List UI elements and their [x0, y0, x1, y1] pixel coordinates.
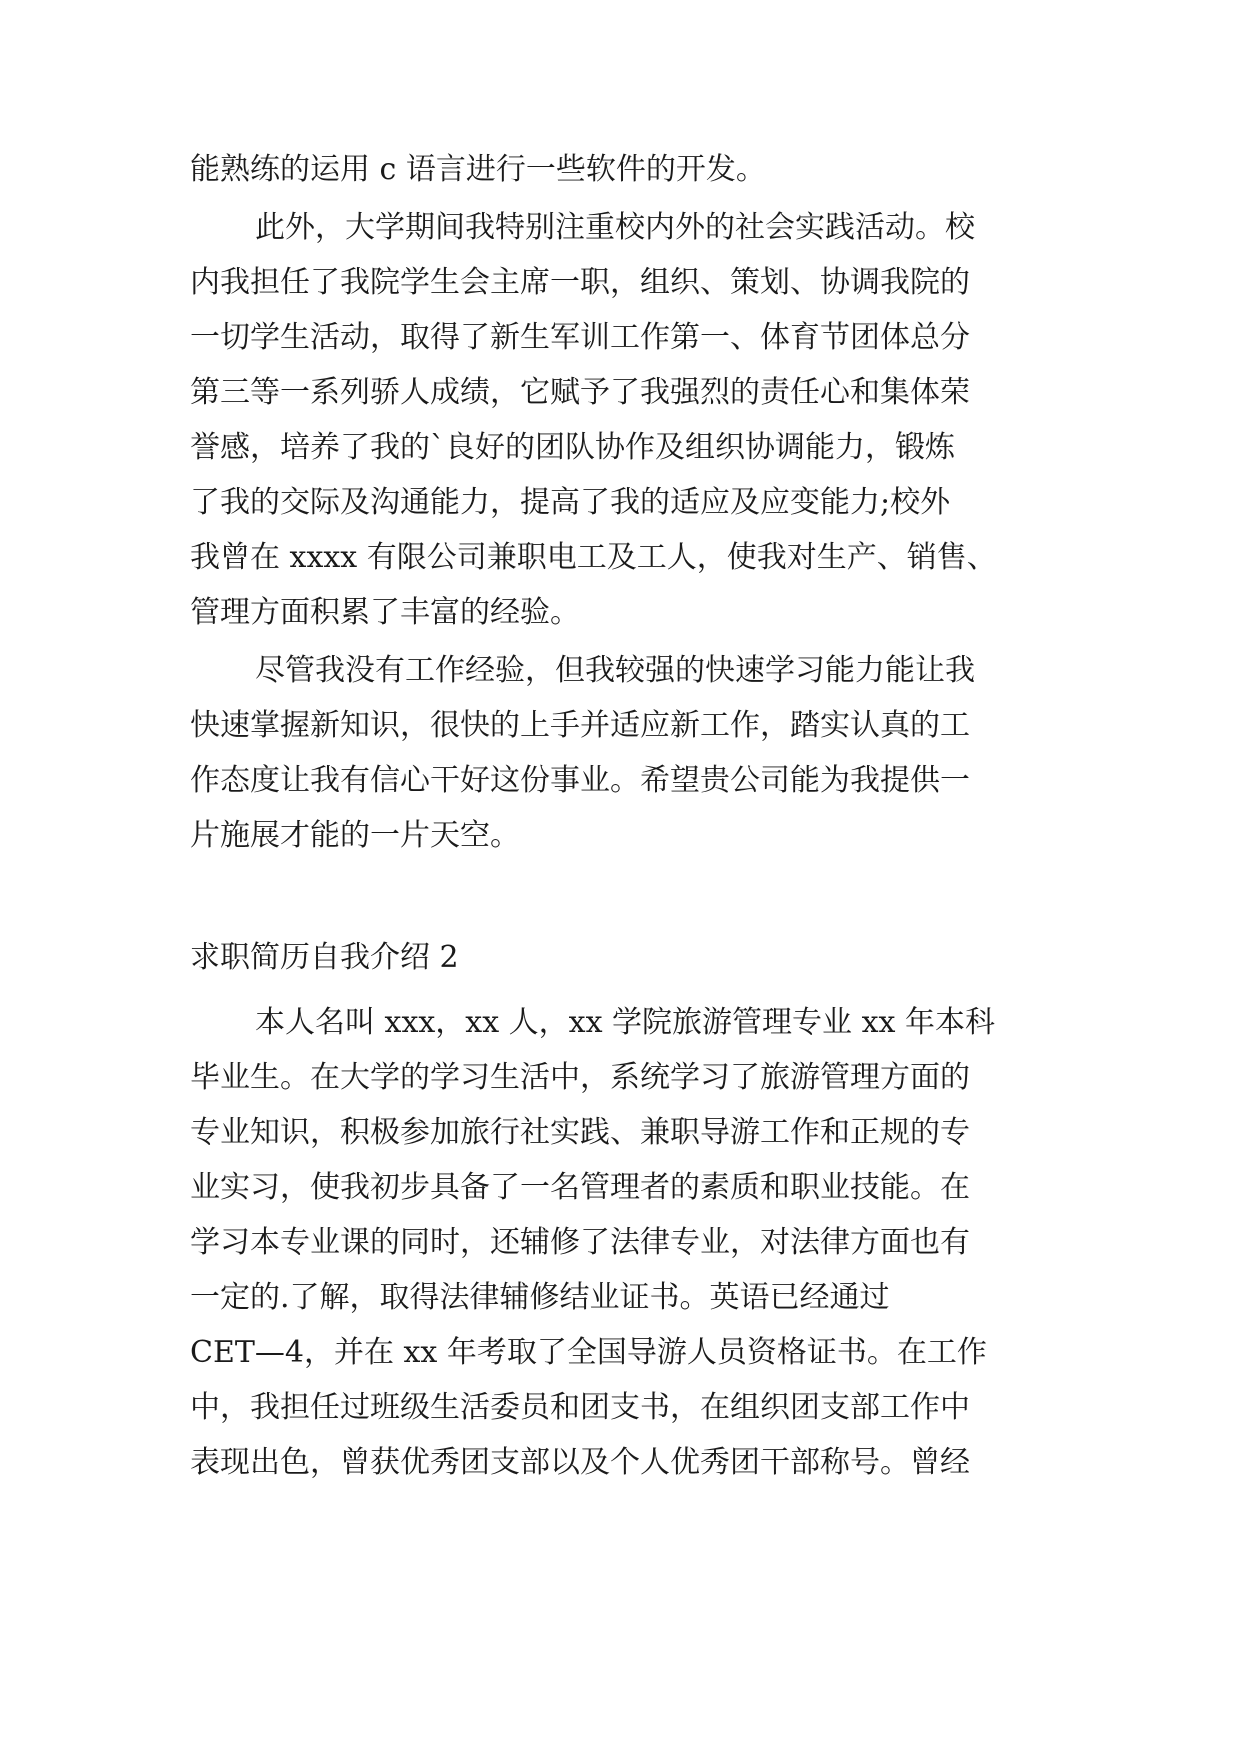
- paragraph-line: 能熟练的运用 c 语言进行一些软件的开发。: [190, 152, 766, 187]
- paragraph-line: 内我担任了我院学生会主席一职，组织、策划、协调我院的: [190, 265, 970, 300]
- paragraph-line: 快速掌握新知识，很快的上手并适应新工作，踏实认真的工: [190, 708, 970, 743]
- paragraph-line: CET—4，并在 xx 年考取了全国导游人员资格证书。在工作: [190, 1335, 987, 1370]
- paragraph-line: 专业知识，积极参加旅行社实践、兼职导游工作和正规的专: [190, 1115, 970, 1150]
- section-title: 求职简历自我介绍 2: [190, 940, 459, 975]
- paragraph-line: 尽管我没有工作经验，但我较强的快速学习能力能让我: [255, 653, 975, 688]
- paragraph-line: 誉感，培养了我的`良好的团队协作及组织协调能力，锻炼: [190, 430, 955, 465]
- paragraph-line: 一切学生活动，取得了新生军训工作第一、体育节团体总分: [190, 320, 970, 355]
- paragraph-line: 学习本专业课的同时，还辅修了法律专业，对法律方面也有: [190, 1225, 970, 1260]
- paragraph-line: 业实习，使我初步具备了一名管理者的素质和职业技能。在: [190, 1170, 970, 1205]
- paragraph-line: 表现出色，曾获优秀团支部以及个人优秀团干部称号。曾经: [190, 1445, 970, 1480]
- paragraph-line: 我曾在 xxxx 有限公司兼职电工及工人，使我对生产、销售、: [190, 540, 997, 575]
- paragraph-line: 本人名叫 xxx，xx 人，xx 学院旅游管理专业 xx 年本科: [255, 1005, 995, 1040]
- paragraph-line: 管理方面积累了丰富的经验。: [190, 595, 580, 630]
- paragraph-line: 毕业生。在大学的学习生活中，系统学习了旅游管理方面的: [190, 1060, 970, 1095]
- paragraph-line: 第三等一系列骄人成绩，它赋予了我强烈的责任心和集体荣: [190, 375, 970, 410]
- paragraph-line: 作态度让我有信心干好这份事业。希望贵公司能为我提供一: [190, 763, 970, 798]
- paragraph-line: 中，我担任过班级生活委员和团支书，在组织团支部工作中: [190, 1390, 970, 1425]
- paragraph-line: 片施展才能的一片天空。: [190, 818, 520, 853]
- paragraph-line: 了我的交际及沟通能力，提高了我的适应及应变能力;校外: [190, 485, 951, 520]
- paragraph-line: 一定的.了解，取得法律辅修结业证书。英语已经通过: [190, 1280, 890, 1315]
- paragraph-line: 此外，大学期间我特别注重校内外的社会实践活动。校: [255, 210, 975, 245]
